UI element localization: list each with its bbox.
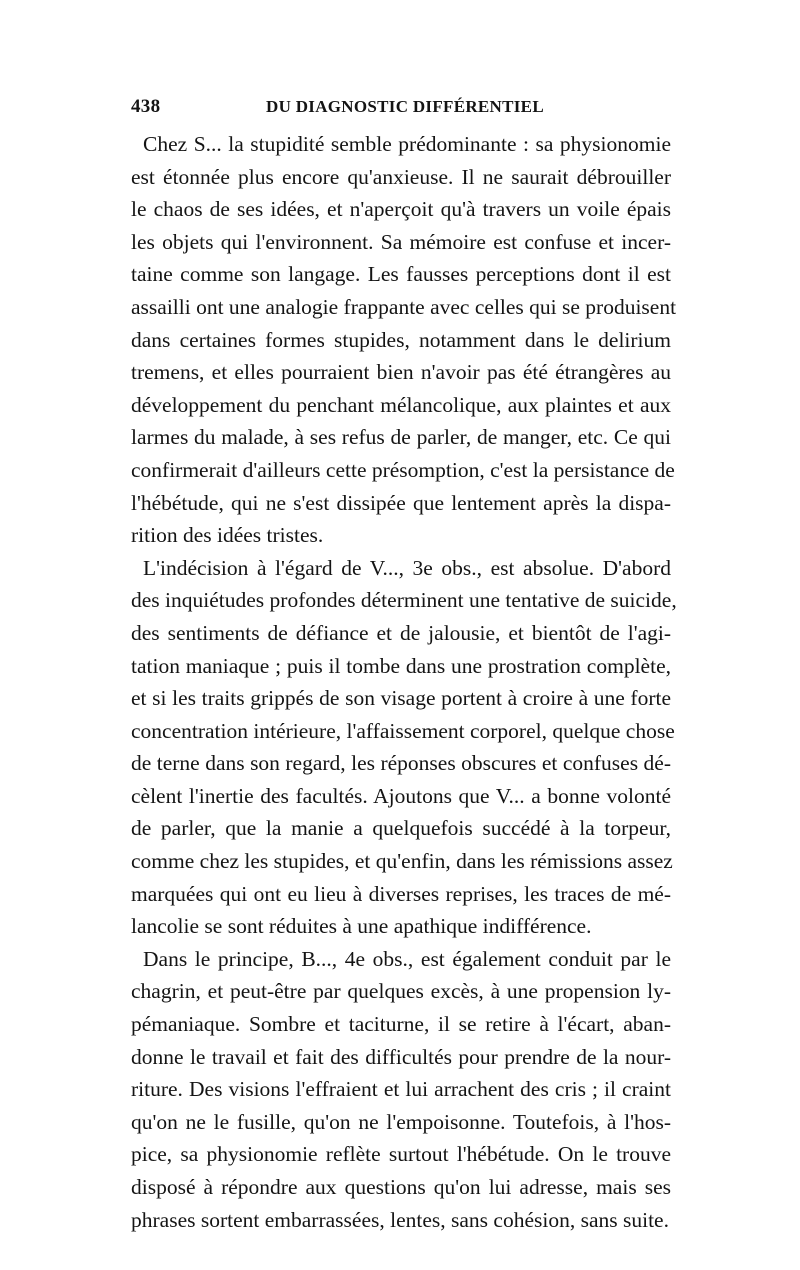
text-line: des inquiétudes profondes déterminent une tentative de suicide, — [131, 588, 677, 613]
book-page — [131, 96, 677, 1236]
running-head: DU DIAGNOSTIC DIFFÉRENTIEL — [266, 97, 544, 116]
text-line: et si les traits grippés de son visage portent à croire à une forte — [131, 686, 671, 711]
text-line: de parler, que la manie a quelquefois succédé à la torpeur, — [131, 816, 671, 841]
text-line: est étonnée plus encore qu'anxieuse. Il ne saurait débrouiller — [131, 164, 671, 189]
text-line: L'indécision à l'égard de V..., 3e obs., est absolue. D'abord — [143, 555, 671, 580]
body-text — [131, 128, 677, 1236]
text-line: dans certaines formes stupides, notamment dans le delirium — [131, 327, 671, 352]
text-line: l'hébétude, qui ne s'est dissipée que lentement après la dispa- — [131, 490, 671, 515]
page-number: 438 — [131, 96, 161, 117]
text-line: pice, sa physionomie reflète surtout l'hébétude. On le trouve — [131, 1142, 671, 1167]
text-line: lancolie se sont réduites à une apathique indifférence. — [131, 914, 592, 939]
text-line: le chaos de ses idées, et n'aperçoit qu'à travers un voile épais — [131, 197, 671, 222]
text-line: phrases sortent embarrassées, lentes, sans cohésion, sans suite. — [131, 1207, 669, 1232]
text-line: des sentiments de défiance et de jalousie, et bientôt de l'agi- — [131, 620, 671, 645]
text-line: pémaniaque. Sombre et taciturne, il se retire à l'écart, aban- — [131, 1012, 671, 1037]
text-line: assailli ont une analogie frappante avec celles qui se produisent — [131, 294, 677, 319]
text-line: Dans le principe, B..., 4e obs., est également conduit par le — [143, 946, 671, 971]
text-line: qu'on ne le fusille, qu'on ne l'empoisonne. Toutefois, à l'hos- — [131, 1109, 671, 1134]
text-line: disposé à répondre aux questions qu'on lui adresse, mais ses — [131, 1175, 671, 1199]
text-line: rition des idées tristes. — [131, 523, 324, 548]
text-line: tation maniaque ; puis il tombe dans une prostration complète, — [131, 653, 671, 678]
text-line: marquées qui ont eu lieu à diverses reprises, les traces de mé- — [131, 881, 671, 906]
text-line: riture. Des visions l'effraient et lui arrachent des cris ; il craint — [131, 1077, 671, 1102]
text-line: tremens, et elles pourraient bien n'avoir pas été étrangères au — [131, 360, 671, 385]
text-line: larmes du malade, à ses refus de parler, de manger, etc. Ce qui — [131, 425, 671, 450]
text-line: donne le travail et fait des difficultés pour prendre de la nour- — [131, 1044, 671, 1069]
text-line: comme chez les stupides, et qu'enfin, dans les rémissions assez — [131, 849, 673, 874]
text-line: chagrin, et peut-être par quelques excès, à une propension ly- — [131, 979, 671, 1004]
text-line: de terne dans son regard, les réponses obscures et confuses dé- — [131, 751, 671, 776]
text-line: cèlent l'inertie des facultés. Ajoutons que V... a bonne volonté — [131, 783, 671, 808]
text-line: les objets qui l'environnent. Sa mémoire est confuse et incer- — [131, 229, 671, 254]
text-line: Chez S... la stupidité semble prédominante : sa physionomie — [143, 132, 671, 156]
paragraph — [131, 128, 677, 552]
page-header — [131, 96, 671, 120]
text-line: confirmerait d'ailleurs cette présomption, c'est la persistance de — [131, 457, 675, 482]
text-line: développement du penchant mélancolique, aux plaintes et aux — [131, 392, 671, 417]
paragraph — [131, 943, 671, 1236]
text-line: taine comme son langage. Les fausses perceptions dont il est — [131, 262, 671, 287]
paragraph — [131, 552, 677, 943]
text-line: concentration intérieure, l'affaissement corporel, quelque chose — [131, 718, 675, 743]
